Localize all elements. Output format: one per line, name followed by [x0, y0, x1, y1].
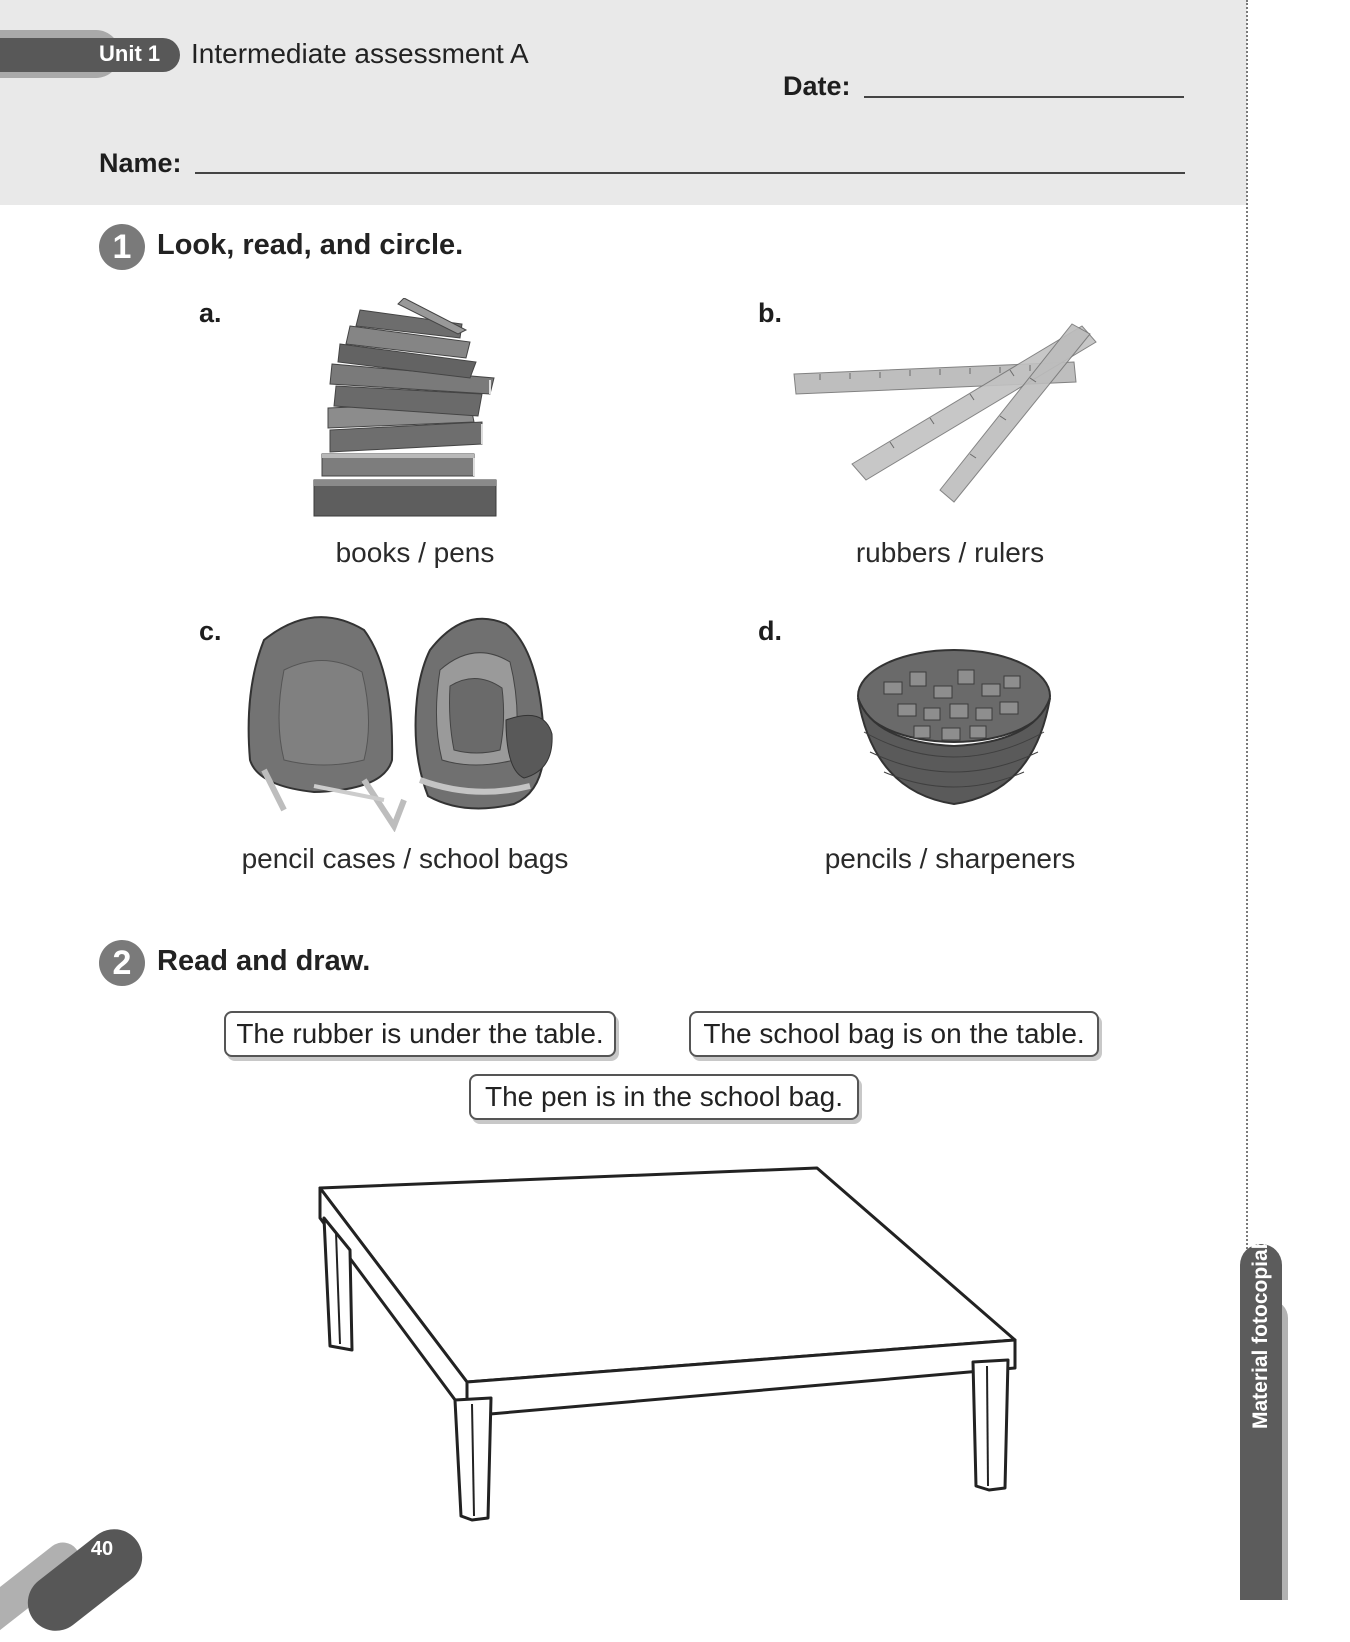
side-tab-label: Material fotocopiable [1249, 1218, 1272, 1430]
sentence-card-pen: The pen is in the school bag. [469, 1074, 859, 1120]
exercise-1-badge: 1 [99, 224, 145, 270]
item-b-caption[interactable]: rubbers / rulers [855, 537, 1045, 568]
date-field[interactable] [864, 96, 1184, 98]
school-bags-picture [244, 610, 570, 832]
item-a-caption[interactable]: books / pens [335, 537, 495, 568]
assessment-title: Intermediate assessment A [191, 38, 529, 69]
page-number: 40 [90, 1538, 114, 1560]
unit-label: Unit 1 [99, 41, 161, 66]
date-label: Date: [783, 71, 851, 101]
exercise-1-title: Look, read, and circle. [157, 229, 464, 261]
exercise-2-badge: 2 [99, 940, 145, 986]
table-drawing[interactable] [312, 1160, 1024, 1522]
sentence-card-school-bag: The school bag is on the table. [689, 1011, 1099, 1057]
exercise-2-title: Read and draw. [157, 945, 371, 977]
header-band [0, 0, 1247, 205]
item-c-caption[interactable]: pencil cases / school bags [241, 843, 569, 874]
sharpeners-basket-picture [854, 642, 1054, 808]
item-d-caption[interactable]: pencils / sharpeners [824, 843, 1076, 874]
books-stack-picture [310, 298, 510, 520]
sentence-card-rubber: The rubber is under the table. [224, 1011, 616, 1057]
item-b-letter: b. [758, 298, 782, 328]
rulers-picture [790, 322, 1110, 508]
name-field[interactable] [195, 172, 1185, 174]
name-label: Name: [99, 148, 182, 178]
item-a-letter: a. [199, 298, 222, 328]
item-c-letter: c. [199, 616, 222, 646]
item-d-letter: d. [758, 616, 782, 646]
